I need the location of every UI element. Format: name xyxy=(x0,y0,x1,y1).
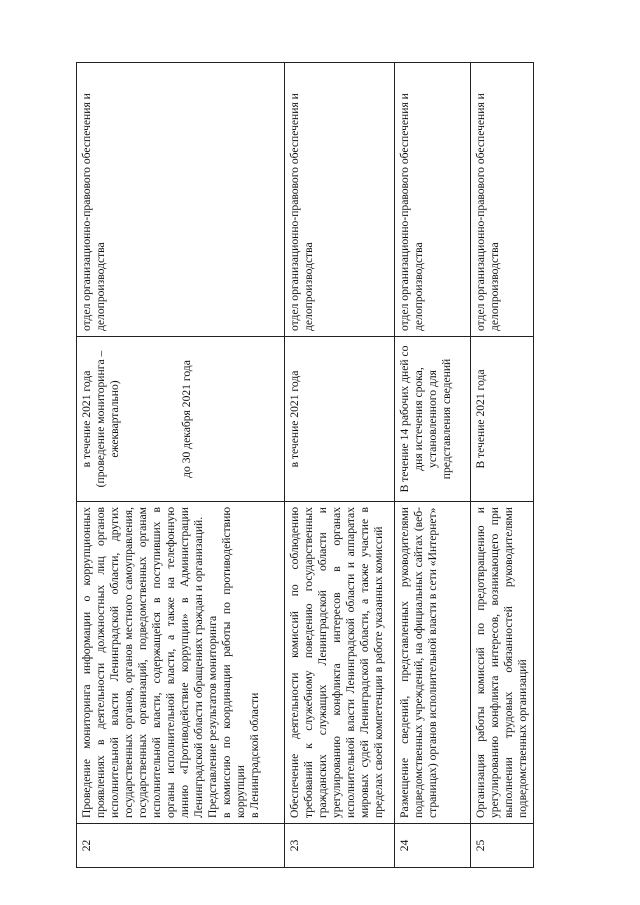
row-responsible: отдел организационно-правового обеспечения и делопроизводства xyxy=(77,63,285,337)
table-row xyxy=(285,63,395,868)
table-row xyxy=(77,63,285,868)
row-description xyxy=(77,502,285,824)
rotated-table-container xyxy=(76,63,529,868)
row-responsible: отдел организационно-правового обеспечения и делопроизводства xyxy=(471,63,534,337)
row-term: в течение 2021 года xyxy=(285,337,395,502)
row-number: 22 xyxy=(77,824,285,868)
description-paragraph: в комиссию по координации работы по противодействию коррупции xyxy=(220,507,247,818)
row-term: В течение 2021 года xyxy=(471,337,534,502)
row-term: В течение 14 рабочих дней со дня истечения срока, установленного для представления сведений xyxy=(395,337,471,502)
row-responsible: отдел организационно-правового обеспечения и делопроизводства xyxy=(395,63,471,337)
row-responsible: отдел организационно-правового обеспечения и делопроизводства xyxy=(285,63,395,337)
row-description: Размещение сведений, представленных руководителями подведомственных учреждений, на официальных сайтах (веб-страницах) органов исполнительной власти в сети «Интернет» xyxy=(395,502,471,824)
table-row xyxy=(395,63,471,868)
row-number: 23 xyxy=(285,824,395,868)
row-number: 24 xyxy=(395,824,471,868)
row-description: Обеспечение деятельности комиссий по соблюдению требований к служебному поведению государственных гражданских служащих Ленинградской области и урегулированию конфликта интересов в органах исполнительной власти Ленинградской области и аппаратах мировых судей Ленинградской области, а также участие в пределах своей компетенции в работе указанных комиссий xyxy=(285,502,395,824)
measures-table xyxy=(76,62,534,868)
term-text: до 30 декабря 2021 года xyxy=(180,360,193,478)
description-paragraph: в Ленинградской области xyxy=(248,692,261,818)
row-number: 25 xyxy=(471,824,534,868)
description-paragraph: Проведение мониторинга информации о коррупционных проявлениях в деятельности должностных лиц органов исполнительной власти Ленинградской области, других государственных органов, органов местного самоуправления, государственных организаций, подведомственных органам исполнительной власти, содержащейся в поступивших в органы исполнительной власти, а также на телефонную линию «Противодействие коррупции» в Администрации Ленинградской области обращениях граждан и организаций. xyxy=(80,507,205,818)
description-paragraph: Представление результатов мониторинга xyxy=(206,615,219,818)
table-row xyxy=(471,63,534,868)
row-term xyxy=(77,337,285,502)
term-text: в течение 2021 года (проведение мониторинга – ежеквартально) xyxy=(80,350,121,488)
term-spacer xyxy=(122,342,180,496)
row-description: Организация работы комиссий по предотвращению и урегулированию конфликта интересов, возникающего при выполнении трудовых обязанностей руководителями подведомственных организаций xyxy=(471,502,534,824)
